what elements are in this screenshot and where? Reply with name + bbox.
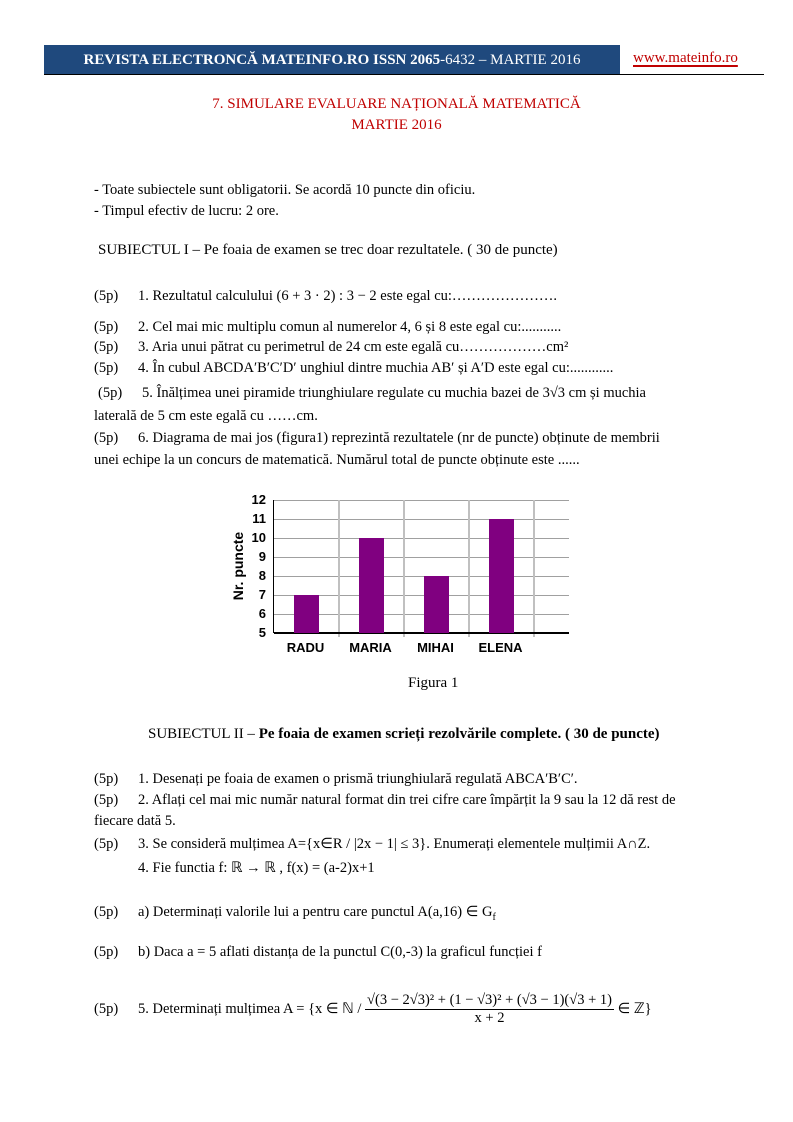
y-tick: 10 xyxy=(251,530,266,545)
s2-item-5: (5p) 5. Determinați mulțimea A = {x ∈ ℕ / $\frac{\text{√(3 − 2√3)² + (1 − √3)² + (√3 − 1)(√3 + 1)}}{x + 2}$ ∈ ℤ} xyxy=(94,992,652,1026)
x-category: ELENA xyxy=(478,640,523,655)
doc-subtitle: MARTIE 2016 xyxy=(351,117,442,133)
subject2-heading: SUBIECTUL II – Pe foaia de examen scrieți rezolvările complete. ( 30 de puncte) xyxy=(148,726,660,742)
s2-item-4a: (5p) a) Determinați valorile lui a pentru care punctul A(a,16) ∈ $G_f$ xyxy=(94,904,496,923)
s2-item-1: (5p) 1. Desenați pe foaia de examen o prismă triunghiulară regulată ABCA′B′C′. xyxy=(94,771,578,787)
s1-item-6-cont: unei echipe la un concurs de matematică. Numărul total de puncte obținute este ...... xyxy=(94,452,580,468)
y-tick: 12 xyxy=(251,492,266,507)
y-tick: 9 xyxy=(258,549,266,564)
s1-item-5: (5p) 5. Înălțimea unei piramide triunghiulare regulate cu muchia bazei de 3√3 cm și muchia xyxy=(98,385,646,401)
subject1-heading: SUBIECTUL I – Pe foaia de examen se trec doar rezultatele. ( 30 de puncte) xyxy=(98,242,558,258)
y-tick: 6 xyxy=(258,606,266,621)
y-axis-label: Nr. puncte xyxy=(230,531,246,601)
s1-item-1: (5p) 1. Rezultatul calculului (6 + 3 · 2) : 3 − 2 este egal cu:…………………. xyxy=(94,288,558,304)
s1-item-4: (5p) 4. În cubul ABCDA′B′C′D′ unghiul dintre muchia AB′ și A′D este egal cu:............ xyxy=(94,360,614,376)
fraction: $\frac{\text{√(3 − 2√3)² + (1 − √3)² + (√3 − 1)(√3 + 1)}}{x + 2}$ xyxy=(367,992,612,1026)
s1-item-2: (5p) 2. Cel mai mic multiplu comun al numerelor 4, 6 și 8 este egal cu:........... xyxy=(94,319,562,335)
bar-mihai xyxy=(424,576,449,633)
bar-maria xyxy=(359,538,384,633)
y-tick: 11 xyxy=(252,511,266,526)
s2-item-2: (5p) 2. Aflați cel mai mic număr natural format din trei cifre care împărțit la 9 sau la 12 dă rest de xyxy=(94,792,676,808)
s2-item-4: 4. Fie functia f: ℝ → ℝ , f(x) = (a-2)x+1 xyxy=(138,860,375,876)
header-rule xyxy=(44,74,764,75)
y-tick: 7 xyxy=(258,587,266,602)
bar-radu xyxy=(294,595,319,633)
website-link[interactable]: www.mateinfo.ro xyxy=(633,50,738,66)
plot-area xyxy=(273,500,569,633)
figure-caption: Figura 1 xyxy=(408,675,459,691)
s2-item-2-cont: fiecare dată 5. xyxy=(94,813,176,829)
x-category: MARIA xyxy=(349,640,392,655)
x-category: MIHAI xyxy=(417,640,454,655)
journal-title: REVISTA ELECTRONCĂ MATEINFO.RO ISSN 2065-6432 – MARTIE 2016 xyxy=(83,52,581,68)
s1-item-3: (5p) 3. Aria unui pătrat cu perimetrul de 24 cm este egală cu………………cm² xyxy=(94,339,569,355)
y-tick: 8 xyxy=(258,568,266,583)
s1-item-6: (5p) 6. Diagrama de mai jos (figura1) reprezintă rezultatele (nr de puncte) obținute de membrii xyxy=(94,430,660,446)
x-category: RADU xyxy=(286,640,325,655)
bar-chart xyxy=(218,490,578,665)
instruction-1: - Toate subiectele sunt obligatorii. Se acordă 10 puncte din oficiu. xyxy=(94,182,476,198)
s2-item-4b: (5p) b) Daca a = 5 aflati distanța de la punctul C(0,-3) la graficul funcției f xyxy=(94,944,542,960)
s2-item-3: (5p) 3. Se consideră mulțimea A={x∈R / |2x − 1| ≤ 3}. Enumerați elementele mulțimii A∩Z. xyxy=(94,836,651,852)
s1-item-5-cont: laterală de 5 cm este egală cu ……cm. xyxy=(94,408,318,424)
bar-elena xyxy=(489,519,514,633)
doc-title: 7. SIMULARE EVALUARE NAȚIONALĂ MATEMATICĂ xyxy=(212,96,581,112)
y-tick: 5 xyxy=(258,625,266,640)
instruction-2: - Timpul efectiv de lucru: 2 ore. xyxy=(94,203,279,219)
